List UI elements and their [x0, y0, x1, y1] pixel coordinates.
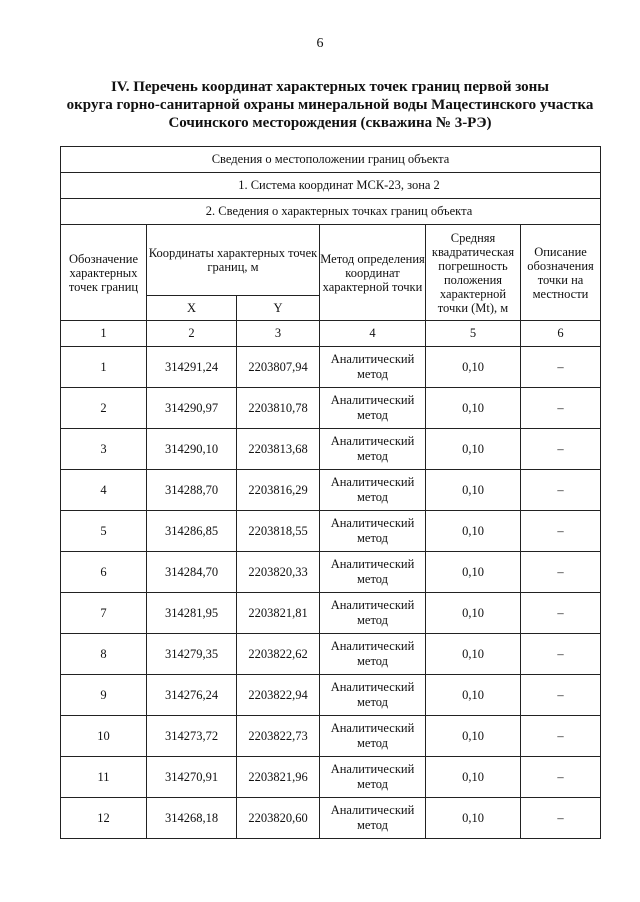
point-number: 11: [61, 757, 147, 798]
table-row: [61, 552, 601, 593]
table-header-title: Сведения о местоположении границ объекта: [61, 147, 601, 173]
table-row: [61, 675, 601, 716]
point-number: 4: [61, 470, 147, 511]
coordinate-x: 314286,85: [147, 511, 237, 552]
method: Аналитический метод: [320, 634, 426, 675]
point-description: –: [521, 716, 601, 757]
method: Аналитический метод: [320, 716, 426, 757]
coordinate-y: 2203821,96: [237, 757, 320, 798]
point-number: 3: [61, 429, 147, 470]
point-number: 1: [61, 347, 147, 388]
method: Аналитический метод: [320, 511, 426, 552]
coordinate-x: 314279,35: [147, 634, 237, 675]
table-row: [61, 511, 601, 552]
table-row: [61, 470, 601, 511]
coordinates-table: [60, 146, 601, 839]
mean-square-error: 0,10: [426, 798, 521, 839]
point-description: –: [521, 675, 601, 716]
coordinate-y: 2203821,81: [237, 593, 320, 634]
mean-square-error: 0,10: [426, 593, 521, 634]
title-line-1: IV. Перечень координат характерных точек границ первой зоны: [110, 79, 550, 95]
point-description: –: [521, 429, 601, 470]
coordinate-x: 314273,72: [147, 716, 237, 757]
point-number: 10: [61, 716, 147, 757]
point-description: –: [521, 388, 601, 429]
column-number: 1: [61, 321, 147, 347]
column-number: 4: [320, 321, 426, 347]
method: Аналитический метод: [320, 675, 426, 716]
column-header-method: Метод определения координат характерной точки: [320, 225, 426, 321]
column-numbers-row: [61, 321, 601, 347]
coordinate-x: 314270,91: [147, 757, 237, 798]
point-number: 2: [61, 388, 147, 429]
coordinate-y: 2203820,33: [237, 552, 320, 593]
point-number: 8: [61, 634, 147, 675]
coordinate-y: 2203813,68: [237, 429, 320, 470]
point-description: –: [521, 798, 601, 839]
point-description: –: [521, 511, 601, 552]
mean-square-error: 0,10: [426, 388, 521, 429]
coordinate-x: 314268,18: [147, 798, 237, 839]
mean-square-error: 0,10: [426, 470, 521, 511]
point-description: –: [521, 593, 601, 634]
point-description: –: [521, 347, 601, 388]
method: Аналитический метод: [320, 757, 426, 798]
method: Аналитический метод: [320, 798, 426, 839]
point-number: 7: [61, 593, 147, 634]
column-header-error: Средняя квадратическая погрешность положения характерной точки (Mt), м: [426, 225, 521, 321]
coordinate-x: 314281,95: [147, 593, 237, 634]
method: Аналитический метод: [320, 552, 426, 593]
mean-square-error: 0,10: [426, 347, 521, 388]
coordinate-y: 2203818,55: [237, 511, 320, 552]
coordinate-x: 314290,10: [147, 429, 237, 470]
point-description: –: [521, 757, 601, 798]
coordinate-y: 2203820,60: [237, 798, 320, 839]
coordinate-y: 2203822,62: [237, 634, 320, 675]
column-header-y: Y: [237, 296, 320, 321]
coordinate-x: 314276,24: [147, 675, 237, 716]
coordinate-y: 2203807,94: [237, 347, 320, 388]
mean-square-error: 0,10: [426, 675, 521, 716]
coordinate-y: 2203822,73: [237, 716, 320, 757]
column-header-x: X: [147, 296, 237, 321]
coordinate-y: 2203816,29: [237, 470, 320, 511]
coordinate-y: 2203822,94: [237, 675, 320, 716]
column-number: 5: [426, 321, 521, 347]
column-header-description: Описание обозначения точки на местности: [521, 225, 601, 321]
method: Аналитический метод: [320, 593, 426, 634]
table-row: [61, 634, 601, 675]
page-number: 6: [316, 36, 324, 51]
point-description: –: [521, 470, 601, 511]
coordinate-x: 314284,70: [147, 552, 237, 593]
table-row: [61, 388, 601, 429]
point-number: 6: [61, 552, 147, 593]
table-row: [61, 716, 601, 757]
coordinate-x: 314288,70: [147, 470, 237, 511]
method: Аналитический метод: [320, 347, 426, 388]
method: Аналитический метод: [320, 429, 426, 470]
method: Аналитический метод: [320, 470, 426, 511]
coordinate-x: 314291,24: [147, 347, 237, 388]
column-header-designation: Обозначение характерных точек границ: [61, 225, 147, 321]
document-title: [50, 78, 610, 132]
point-number: 12: [61, 798, 147, 839]
mean-square-error: 0,10: [426, 757, 521, 798]
mean-square-error: 0,10: [426, 552, 521, 593]
point-description: –: [521, 552, 601, 593]
table-row: [61, 593, 601, 634]
column-number: 3: [237, 321, 320, 347]
table-row: [61, 757, 601, 798]
section-points-info: 2. Сведения о характерных точках границ объекта: [61, 199, 601, 225]
column-number: 2: [147, 321, 237, 347]
point-number: 9: [61, 675, 147, 716]
table-row: [61, 798, 601, 839]
point-description: –: [521, 634, 601, 675]
table-row: [61, 429, 601, 470]
column-header-coordinates: Координаты характерных точек границ, м: [147, 225, 320, 296]
method: Аналитический метод: [320, 388, 426, 429]
coordinate-y: 2203810,78: [237, 388, 320, 429]
point-number: 5: [61, 511, 147, 552]
mean-square-error: 0,10: [426, 716, 521, 757]
section-coordinate-system: 1. Система координат МСК-23, зона 2: [61, 173, 601, 199]
coordinate-x: 314290,97: [147, 388, 237, 429]
mean-square-error: 0,10: [426, 634, 521, 675]
column-number: 6: [521, 321, 601, 347]
title-line-2: округа горно-санитарной охраны минеральной воды Мацестинского участка: [66, 97, 594, 113]
mean-square-error: 0,10: [426, 511, 521, 552]
mean-square-error: 0,10: [426, 429, 521, 470]
title-line-3: Сочинского месторождения (скважина № 3-РЭ): [168, 115, 492, 131]
table-row: [61, 347, 601, 388]
